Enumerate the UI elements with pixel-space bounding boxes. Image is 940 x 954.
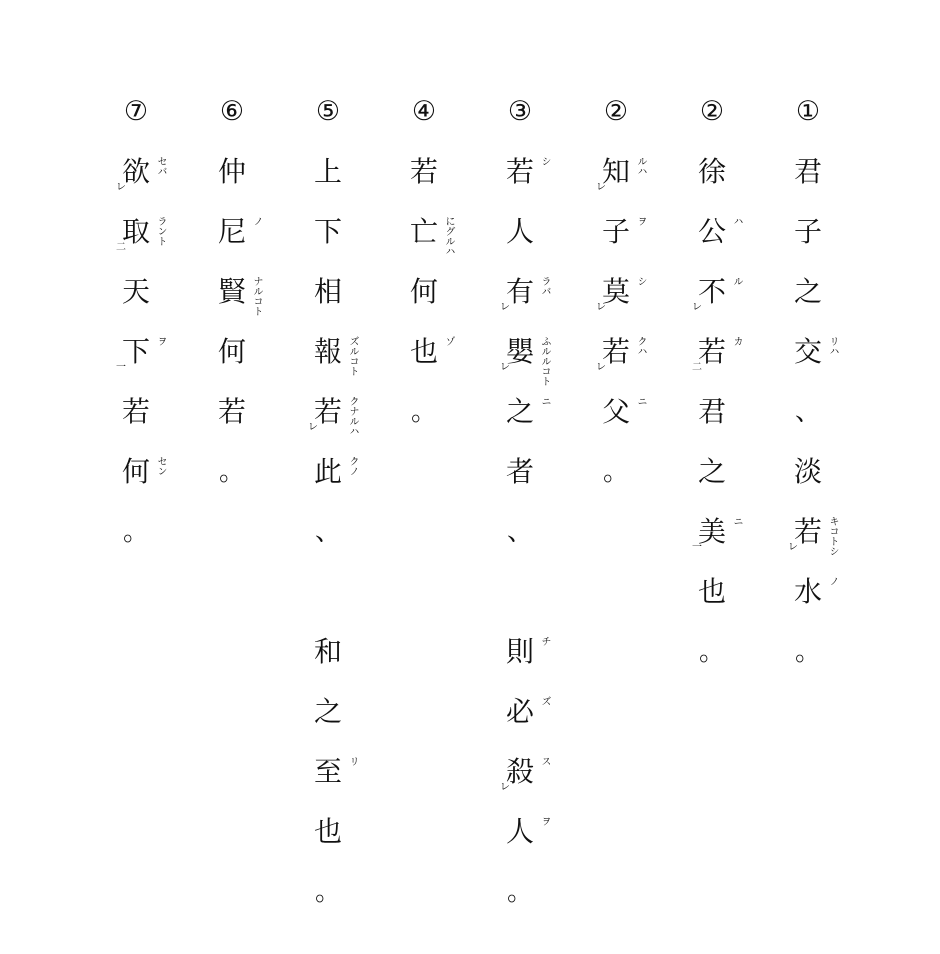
kanji-char: 君 xyxy=(697,395,726,428)
kanji-char: 何 xyxy=(409,275,438,308)
kanji-cell xyxy=(308,272,348,332)
kanji-char: 之 xyxy=(505,395,534,428)
okurigana: チ xyxy=(539,636,550,646)
kanji-cell xyxy=(500,812,550,872)
kaeriten-mark: レ xyxy=(308,422,318,433)
kanji-char: 若 xyxy=(409,155,438,188)
punctuation: 。 xyxy=(314,877,341,907)
okurigana: ニ xyxy=(539,396,550,406)
kanji-char: 莫 xyxy=(601,275,630,308)
okurigana: ノ xyxy=(827,576,838,586)
kanji-char: 淡 xyxy=(793,455,822,488)
kanji-char: 父 xyxy=(601,395,630,428)
kanji-char: 亡 xyxy=(409,215,438,248)
kanji-char: 相 xyxy=(313,275,342,308)
okurigana: ふルルコト xyxy=(539,336,550,386)
kanji-cell xyxy=(500,152,550,212)
okurigana: ナルコト xyxy=(251,276,262,316)
okurigana: ノ xyxy=(251,216,262,226)
kanji-cell xyxy=(692,512,742,572)
kanji-char: 公 xyxy=(697,215,726,248)
punctuation: 。 xyxy=(218,457,245,487)
kanji-char: 美 xyxy=(697,515,726,548)
okurigana: ニ xyxy=(635,396,646,406)
kaeriten-mark: レ xyxy=(788,542,798,553)
kanji-char xyxy=(308,572,348,612)
kanji-cell xyxy=(788,452,828,512)
column-number: ③ xyxy=(507,96,533,127)
kanji-cell xyxy=(308,152,348,212)
kanji-char: 何 xyxy=(217,335,246,368)
kanji-cell xyxy=(308,452,358,512)
kanji-cell xyxy=(116,452,166,512)
kaeriten-mark: 二 xyxy=(692,362,702,373)
kanji-char: 若 xyxy=(697,335,726,368)
kanji-char: 人 xyxy=(505,215,534,248)
kanji-char: 也 xyxy=(409,335,438,368)
okurigana: ズルコト xyxy=(347,336,358,376)
okurigana: ラバ xyxy=(539,276,550,296)
okurigana: ヲ xyxy=(539,816,550,826)
okurigana: ニ xyxy=(731,516,742,526)
kanji-cell xyxy=(788,152,828,212)
kanji-char: 取 xyxy=(121,215,150,248)
kanji-cell xyxy=(308,212,348,272)
kaeriten-mark: レ xyxy=(596,182,606,193)
kaeriten-mark: レ xyxy=(500,782,510,793)
kanji-char: 必 xyxy=(505,695,534,728)
kanji-cell xyxy=(692,452,732,512)
punctuation: 。 xyxy=(410,397,437,427)
okurigana: ルハ xyxy=(635,156,646,176)
okurigana: にグルハ xyxy=(443,216,454,256)
kanji-cell xyxy=(500,872,540,932)
okurigana: ス xyxy=(539,756,550,766)
kaeriten-mark: レ xyxy=(596,302,606,313)
kanji-char: 也 xyxy=(313,815,342,848)
kanji-char: 子 xyxy=(793,215,822,248)
kanji-cell xyxy=(692,632,732,692)
okurigana: ハ xyxy=(731,216,742,226)
kanji-cell xyxy=(404,272,444,332)
column-number: ② xyxy=(699,96,725,127)
kanji-cell xyxy=(692,392,732,452)
punctuation: 、 xyxy=(314,517,341,547)
column-number: ⑤ xyxy=(315,96,341,127)
kanji-cell xyxy=(500,572,540,632)
kanji-cell xyxy=(212,392,252,452)
kanji-cell xyxy=(308,752,358,812)
kanji-char xyxy=(500,572,540,612)
kanji-char: 嬰 xyxy=(505,335,534,368)
okurigana: ヲ xyxy=(635,216,646,226)
okurigana: ズ xyxy=(539,696,550,706)
kanji-char: 若 xyxy=(601,335,630,368)
kanji-cell xyxy=(116,152,166,212)
kanji-cell xyxy=(404,332,454,392)
kanji-char: 不 xyxy=(697,275,726,308)
column-number: ⑦ xyxy=(123,96,149,127)
kanji-cell xyxy=(308,692,348,752)
kaeriten-mark: レ xyxy=(500,302,510,313)
kanji-cell xyxy=(116,272,156,332)
kanji-cell xyxy=(788,212,828,272)
kanji-cell xyxy=(692,152,732,212)
okurigana: ル xyxy=(731,276,742,286)
kanji-char: 之 xyxy=(697,455,726,488)
kanji-cell xyxy=(500,332,550,392)
kanji-char: 上 xyxy=(313,155,342,188)
kanji-char: 殺 xyxy=(505,755,534,788)
kanji-cell xyxy=(404,212,454,272)
kanji-char: 有 xyxy=(505,275,534,308)
kanji-cell xyxy=(308,812,348,872)
kanji-cell xyxy=(500,392,550,452)
kaeriten-mark: レ xyxy=(116,182,126,193)
kanji-char: 若 xyxy=(505,155,534,188)
column-number: ⑥ xyxy=(219,96,245,127)
okurigana: クハ xyxy=(635,336,646,356)
kanji-char: 天 xyxy=(121,275,150,308)
kanji-cell xyxy=(788,392,828,452)
kanji-char: 報 xyxy=(313,335,342,368)
okurigana: ラント xyxy=(155,216,166,246)
kanji-char: 交 xyxy=(793,335,822,368)
kanji-char: 則 xyxy=(505,635,534,668)
kaeriten-mark: 二 xyxy=(116,242,126,253)
kanji-cell xyxy=(500,632,550,692)
kanji-cell xyxy=(212,332,252,392)
kanji-char: 者 xyxy=(505,455,534,488)
kanji-cell xyxy=(404,392,444,452)
kanji-char: 水 xyxy=(793,575,822,608)
kanji-char: 何 xyxy=(121,455,150,488)
kanji-char: 之 xyxy=(793,275,822,308)
kanji-char: 徐 xyxy=(697,155,726,188)
kanji-char: 知 xyxy=(601,155,630,188)
kanji-cell xyxy=(500,272,550,332)
kaeriten-mark: 一 xyxy=(692,542,702,553)
kanji-char: 此 xyxy=(313,455,342,488)
kanji-cell xyxy=(212,452,252,512)
kanji-cell xyxy=(692,332,742,392)
punctuation: 。 xyxy=(122,517,149,547)
okurigana: ヲ xyxy=(155,336,166,346)
kanji-char: 下 xyxy=(313,215,342,248)
kanji-cell xyxy=(116,392,156,452)
punctuation: 。 xyxy=(602,457,629,487)
kanji-cell xyxy=(596,332,646,392)
kanji-char: 欲 xyxy=(121,155,150,188)
kanji-cell xyxy=(596,452,636,512)
okurigana: セバ xyxy=(155,156,166,176)
okurigana: リハ xyxy=(827,336,838,356)
kanji-char: 至 xyxy=(313,755,342,788)
kanji-char: 人 xyxy=(505,815,534,848)
kaeriten-mark: レ xyxy=(692,302,702,313)
kanji-cell xyxy=(788,572,838,632)
kanji-cell xyxy=(116,332,166,392)
kanji-cell xyxy=(308,512,348,572)
kanji-cell xyxy=(788,332,838,392)
kanji-char: 尼 xyxy=(217,215,246,248)
okurigana: シ xyxy=(539,156,550,166)
kanji-cell xyxy=(500,452,540,512)
kanji-cell xyxy=(788,272,828,332)
punctuation: 。 xyxy=(506,877,533,907)
okurigana: セン xyxy=(155,456,166,476)
kanji-cell xyxy=(308,572,348,632)
kanji-cell xyxy=(596,152,646,212)
kanji-char: 仲 xyxy=(217,155,246,188)
kanji-cell xyxy=(116,512,156,572)
kanji-cell xyxy=(692,272,742,332)
kanji-char: 子 xyxy=(601,215,630,248)
punctuation: 。 xyxy=(698,637,725,667)
okurigana: カ xyxy=(731,336,742,346)
kanji-char: 賢 xyxy=(217,275,246,308)
kanji-cell xyxy=(404,152,444,212)
kanji-char: 也 xyxy=(697,575,726,608)
kanji-cell xyxy=(212,272,262,332)
column-number: ② xyxy=(603,96,629,127)
punctuation: 。 xyxy=(794,637,821,667)
okurigana: リ xyxy=(347,756,358,766)
okurigana: ゾ xyxy=(443,336,454,346)
kanji-char: 若 xyxy=(793,515,822,548)
kanji-cell xyxy=(692,212,742,272)
okurigana: クノ xyxy=(347,456,358,476)
okurigana: キコトシ xyxy=(827,516,838,556)
kanji-cell xyxy=(500,752,550,812)
kanji-cell xyxy=(596,212,646,272)
kaeriten-mark: 一 xyxy=(116,362,126,373)
kanji-char: 和 xyxy=(313,635,342,668)
kanji-char: 下 xyxy=(121,335,150,368)
punctuation: 、 xyxy=(794,397,821,427)
column-number: ① xyxy=(795,96,821,127)
kanji-cell xyxy=(308,332,358,392)
kanji-cell xyxy=(308,392,358,452)
kanji-cell xyxy=(116,212,166,272)
kaeriten-mark: レ xyxy=(596,362,606,373)
kanji-char: 君 xyxy=(793,155,822,188)
kanji-char: 若 xyxy=(217,395,246,428)
kanji-cell xyxy=(212,152,252,212)
kanji-cell xyxy=(308,872,348,932)
kanji-cell xyxy=(596,272,646,332)
kanji-cell xyxy=(692,572,732,632)
kanji-cell xyxy=(788,632,828,692)
kanji-cell xyxy=(788,512,838,572)
kanji-cell xyxy=(212,212,262,272)
column-number: ④ xyxy=(411,96,437,127)
okurigana: クナルハ xyxy=(347,396,358,436)
punctuation: 、 xyxy=(506,517,533,547)
kanji-cell xyxy=(500,212,540,272)
kanji-char: 若 xyxy=(313,395,342,428)
kanji-char: 之 xyxy=(313,695,342,728)
kanji-cell xyxy=(596,392,646,452)
kanji-cell xyxy=(308,632,348,692)
kanji-char: 若 xyxy=(121,395,150,428)
kaeriten-mark: レ xyxy=(500,362,510,373)
kanji-cell xyxy=(500,692,550,752)
okurigana: シ xyxy=(635,276,646,286)
kanji-cell xyxy=(500,512,540,572)
